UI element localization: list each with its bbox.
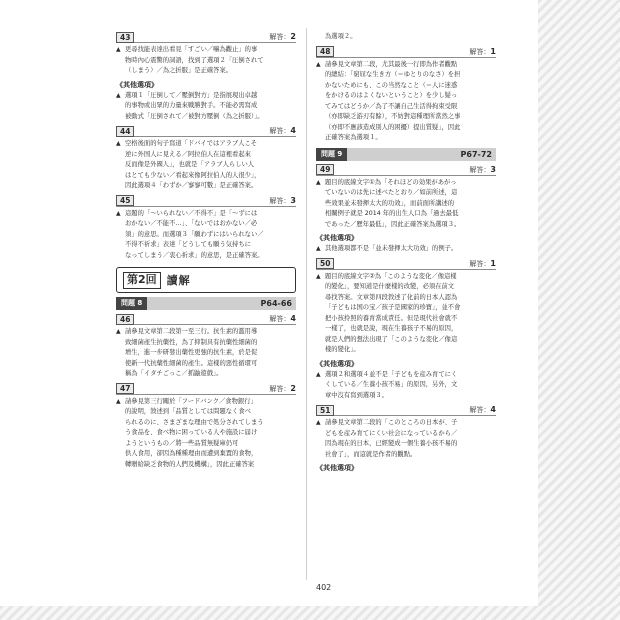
- explanation-line: ▲ 請參見第三行關於「フードバンク／食物銀行」: [116, 397, 296, 408]
- explanation-line: 就是人們的想法出現了「このような変化／像這: [325, 335, 458, 343]
- question-number: 50: [316, 258, 334, 269]
- explanation-line: ▲ 其他選項都不是「並未發揮太大功效」的例子。: [316, 244, 496, 255]
- problem-title: 問題 8: [116, 297, 147, 310]
- question-header-46: [116, 314, 296, 325]
- explanation-line: ▲ 選項１「圧倒して／壓倒對方」是指展現出卓越: [116, 91, 296, 102]
- page-number: 402: [316, 583, 332, 592]
- explanation-line: 正確答案為選項１。: [325, 134, 382, 141]
- answer: 解答：4: [469, 405, 496, 414]
- explanation-line: 致細菌產生抗藥性，為了抑制具有抗藥性細菌的: [125, 338, 258, 346]
- explanation-line: う食品を、食べ物に困っている人や施設に届け: [125, 429, 258, 436]
- explanation-line: 社會了」，而這就是作者的觀點。: [325, 450, 417, 458]
- explanation-line: かないためにも、この当然なこと（＝人に迷惑: [325, 81, 458, 89]
- explanation-line: 章中沒有寫到選項３。: [325, 391, 388, 399]
- other-options-heading: 《其他選項》: [316, 464, 358, 472]
- explanation-line: はとても少ない／看起來像阿拉伯人的人很少」，: [125, 171, 261, 179]
- explanation-line: ▲ 選項２和選項４並不是「子どもを産み育てにく: [316, 370, 496, 381]
- explanation-line: 的變化」，要知道是什麼樣的改變，必須在前文: [325, 283, 455, 290]
- answer: 解答：3: [469, 164, 496, 174]
- left-column: [116, 28, 296, 470]
- explanation-line: 些效果並未發揮太大的功效」，而前面所講述的: [325, 199, 455, 207]
- explanation-line: ▲ 這題的「～いられない／不得不」是「～ずには: [116, 209, 296, 220]
- other-options-heading: 《其他選項》: [316, 234, 358, 242]
- answer: 解答：2: [269, 383, 296, 393]
- question-header-47: [116, 384, 296, 395]
- explanation-line: 相關例子就是 2014 年的出生人口為「過去最低: [325, 210, 459, 217]
- explanation-line: 稱為「イタチごっこ／抓鼬遊戲」。: [125, 370, 223, 377]
- explanation-line: 尋找答案。文章第四段敘述了化前的日本人認為: [325, 293, 458, 301]
- question-header-43: [116, 32, 296, 43]
- explanation-line: ▲ 請參見文章第二段第一至三行。抗生素的濫用導: [116, 327, 296, 338]
- section-heading: [116, 267, 296, 293]
- explanation-line: ▲ 空格後面的句子寫道「ドバイではアラブ人こそ: [116, 139, 296, 150]
- explanation-line: 轉贈給缺乏食物的人們及機構」，因此正確答案: [125, 460, 255, 468]
- explanation-line: られるのに、さまざまな理由で処分されてしまう: [125, 418, 264, 426]
- question-number: 48: [316, 46, 334, 57]
- explanation-line: （亦即缺乏游刃有餘），不妨對這種理所當然之事: [325, 113, 461, 120]
- explanation-line: 不得不祈求」表達「どうしても願う気持ちに: [125, 241, 251, 248]
- explanation-line: ▲ 題目的底線文字①為「それほどの効果があがっ: [316, 178, 496, 189]
- problem-header-9: [316, 148, 496, 161]
- explanation-line: 因此選項４「わずか／寥寥可數」是正確答案。: [125, 182, 258, 189]
- question-header-45: [116, 196, 296, 207]
- explanation-line: （しまう）／為之折服」是正確答案。: [125, 67, 233, 74]
- problem-title: 問題 9: [316, 148, 347, 161]
- explanation-line: 「子どもは国の宝／孩子是國家的珍寶」，並不會: [325, 304, 461, 311]
- explanation-line: 供人食用，卻因為種種理由而遭到棄置的食物，: [125, 450, 258, 457]
- explanation-line: 為選項２。: [325, 33, 357, 40]
- section-title: 讀解: [166, 274, 191, 287]
- question-header-50: [316, 259, 496, 270]
- explanation-line: くしている／生養小孩不易」的原因，另外，文: [325, 381, 458, 388]
- explanation-line: 物時內心震驚的詞語，找到了選項２「圧倒されて: [125, 56, 264, 64]
- other-options-heading: 《其他選項》: [316, 359, 358, 368]
- page-edge-right: [538, 0, 620, 620]
- explanation-line: 增生，進一步研發出藥性更強的抗生素，於是促: [125, 349, 258, 356]
- explanation-line: （亦即不應該造成別人的困擾）提出質疑」，因此: [325, 123, 461, 131]
- question-header-51: [316, 405, 496, 416]
- explanation-line: 被動式「圧倒されて／被對方壓倒（為之折服）」。: [125, 112, 264, 120]
- explanation-line: 的總結：「窮屈な生き方（＝ゆとりのなさ）を担: [325, 71, 461, 78]
- explanation-line: てみてはどうか／為了不讓自己生活得拘束受限: [325, 102, 458, 110]
- page-edge-bottom: [0, 606, 620, 620]
- explanation-line: 因為現在的日本，已經變成一個生養小孩不易的: [325, 440, 458, 447]
- column-divider: [306, 28, 307, 580]
- other-options-heading: 《其他選項》: [116, 80, 158, 89]
- question-number: 47: [116, 383, 134, 394]
- explanation-line: おかない／不能不…」、「ないではおかない／必: [125, 220, 258, 227]
- explanation-line: ▲ 題目的底線文字②為「このような変化／像這樣: [316, 272, 496, 283]
- explanation-line: であった／歷年最低」，因此正確答案為選項３。: [325, 220, 461, 228]
- question-number: 46: [116, 314, 134, 325]
- question-header-49: [316, 165, 496, 176]
- answer: 解答：1: [469, 258, 496, 268]
- explanation-line: ていないのは先に述べたとおり／如前所述，這: [325, 189, 458, 196]
- explanation-line: 須」的意思。而選項３「願わずにはいられない／: [125, 230, 264, 238]
- answer: 解答：1: [469, 46, 496, 56]
- explanation-line: ▲ 請參見文章第二段的「このところの日本が、子: [316, 418, 496, 429]
- explanation-line: 樣的變化」。: [325, 346, 360, 353]
- right-column: [316, 28, 496, 474]
- problem-pages: P67-72: [460, 149, 492, 159]
- explanation-line: ようというもの／將一些品質無疑庫仍可: [125, 439, 239, 447]
- explanation-line: 的事物或出眾的力量來戰勝對手。不能必需寫成: [125, 102, 258, 109]
- problem-header-8: [116, 297, 296, 310]
- question-number: 45: [116, 195, 134, 206]
- explanation-line: どもを産み育てにくい社会になっているから／: [325, 429, 458, 437]
- question-number: 43: [116, 32, 134, 43]
- question-number: 51: [316, 405, 334, 416]
- explanation-line: ▲ 更尋找能表達出看見「すごい／嚇為觀止」的事: [116, 45, 296, 56]
- explanation-line: 反而像是外國人」，也就是「アラブ人らしい人: [125, 161, 255, 168]
- explanation-line: をかけるのはよくないということ）を少し疑っ: [325, 92, 458, 99]
- question-number: 49: [316, 164, 334, 175]
- section-tag: 第2回: [123, 272, 161, 289]
- explanation-line: ▲ 請參見文章第二段，尤其最後一行即為作者觀點: [316, 60, 496, 71]
- answer: 解答：3: [269, 195, 296, 205]
- answer: 解答：2: [269, 32, 296, 41]
- explanation-line: 一樣了，也就是說，現在生養孩子不易的原因，: [325, 325, 458, 332]
- book-page: [116, 28, 538, 606]
- question-number: 44: [116, 126, 134, 137]
- explanation-line: 使新一代抗藥性細菌的產生。這樣的惡性循環可: [125, 359, 258, 367]
- problem-pages: P64-66: [260, 299, 292, 308]
- explanation-line: 的說明，敘述到「品質としては問題なく食べ: [125, 408, 251, 415]
- answer: 解答：4: [269, 126, 296, 135]
- question-header-44: [116, 126, 296, 137]
- question-header-48: [316, 47, 496, 58]
- answer: 解答：4: [269, 314, 296, 323]
- explanation-line: なってしまう／衷心祈求」的意思，是正確答案。: [125, 251, 264, 259]
- explanation-line: 逆に外国人に見える／阿拉伯人在這裡看起來: [125, 150, 251, 158]
- explanation-line: 把小孩拎照的養育當成責任。但是現代社會就不: [325, 314, 458, 322]
